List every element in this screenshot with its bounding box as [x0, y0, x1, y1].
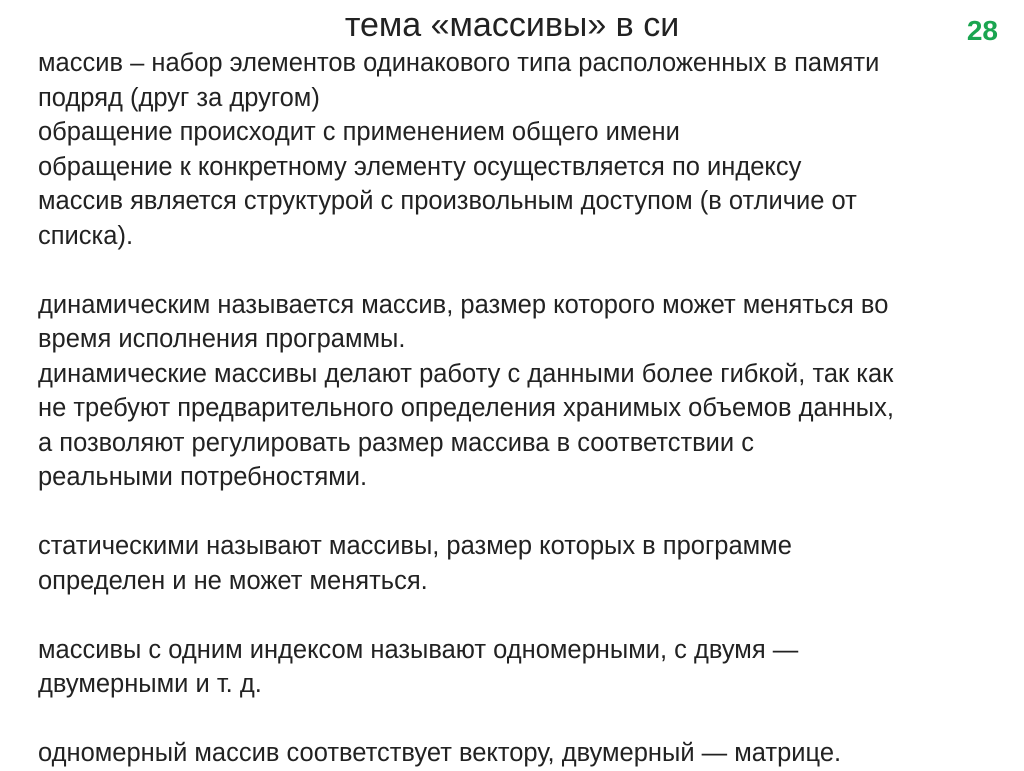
text-line: массив является структурой с произвольным доступом (в отличие от	[38, 187, 857, 215]
paragraph-gap	[38, 253, 1008, 288]
text-line: определен и не может меняться.	[38, 566, 428, 595]
text-line: динамическим называется массив, размер которого может меняться во	[38, 290, 889, 319]
text-line: динамические массивы делают работу с данными более гибкой, так как	[38, 359, 894, 388]
text-line: подряд (друг за другом)	[38, 83, 320, 112]
text-line: одномерный массив соответствует вектору, двумерный — матрице.	[38, 739, 842, 767]
paragraph-gap	[38, 598, 1008, 633]
text-line: время исполнения программы.	[38, 325, 406, 353]
text-line: реальными потребностями.	[38, 463, 368, 491]
slide-body	[38, 46, 1008, 771]
text-line: списка).	[38, 221, 134, 250]
text-line: не требуют предварительного определения хранимых объемов данных,	[38, 394, 894, 422]
slide-title: тема «массивы» в си	[344, 6, 680, 44]
text-line: массивы с одним индексом называют одномерными, с двумя —	[38, 635, 799, 664]
text-line: обращение происходит с применением общего имени	[38, 118, 680, 146]
text-line: а позволяют регулировать размер массива в соответствии с	[38, 428, 755, 457]
text-line: обращение к конкретному элементу осуществляется по индексу	[38, 152, 802, 181]
paragraph-gap	[38, 495, 1008, 530]
text-line: статическими называют массивы, размер которых в программе	[38, 532, 792, 560]
paragraph-gap	[38, 702, 1008, 737]
slide-number: 28	[966, 15, 998, 46]
text-line: массив – набор элементов одинакового типа расположенных в памяти	[38, 49, 880, 77]
text-line: двумерными и т. д.	[38, 670, 262, 698]
